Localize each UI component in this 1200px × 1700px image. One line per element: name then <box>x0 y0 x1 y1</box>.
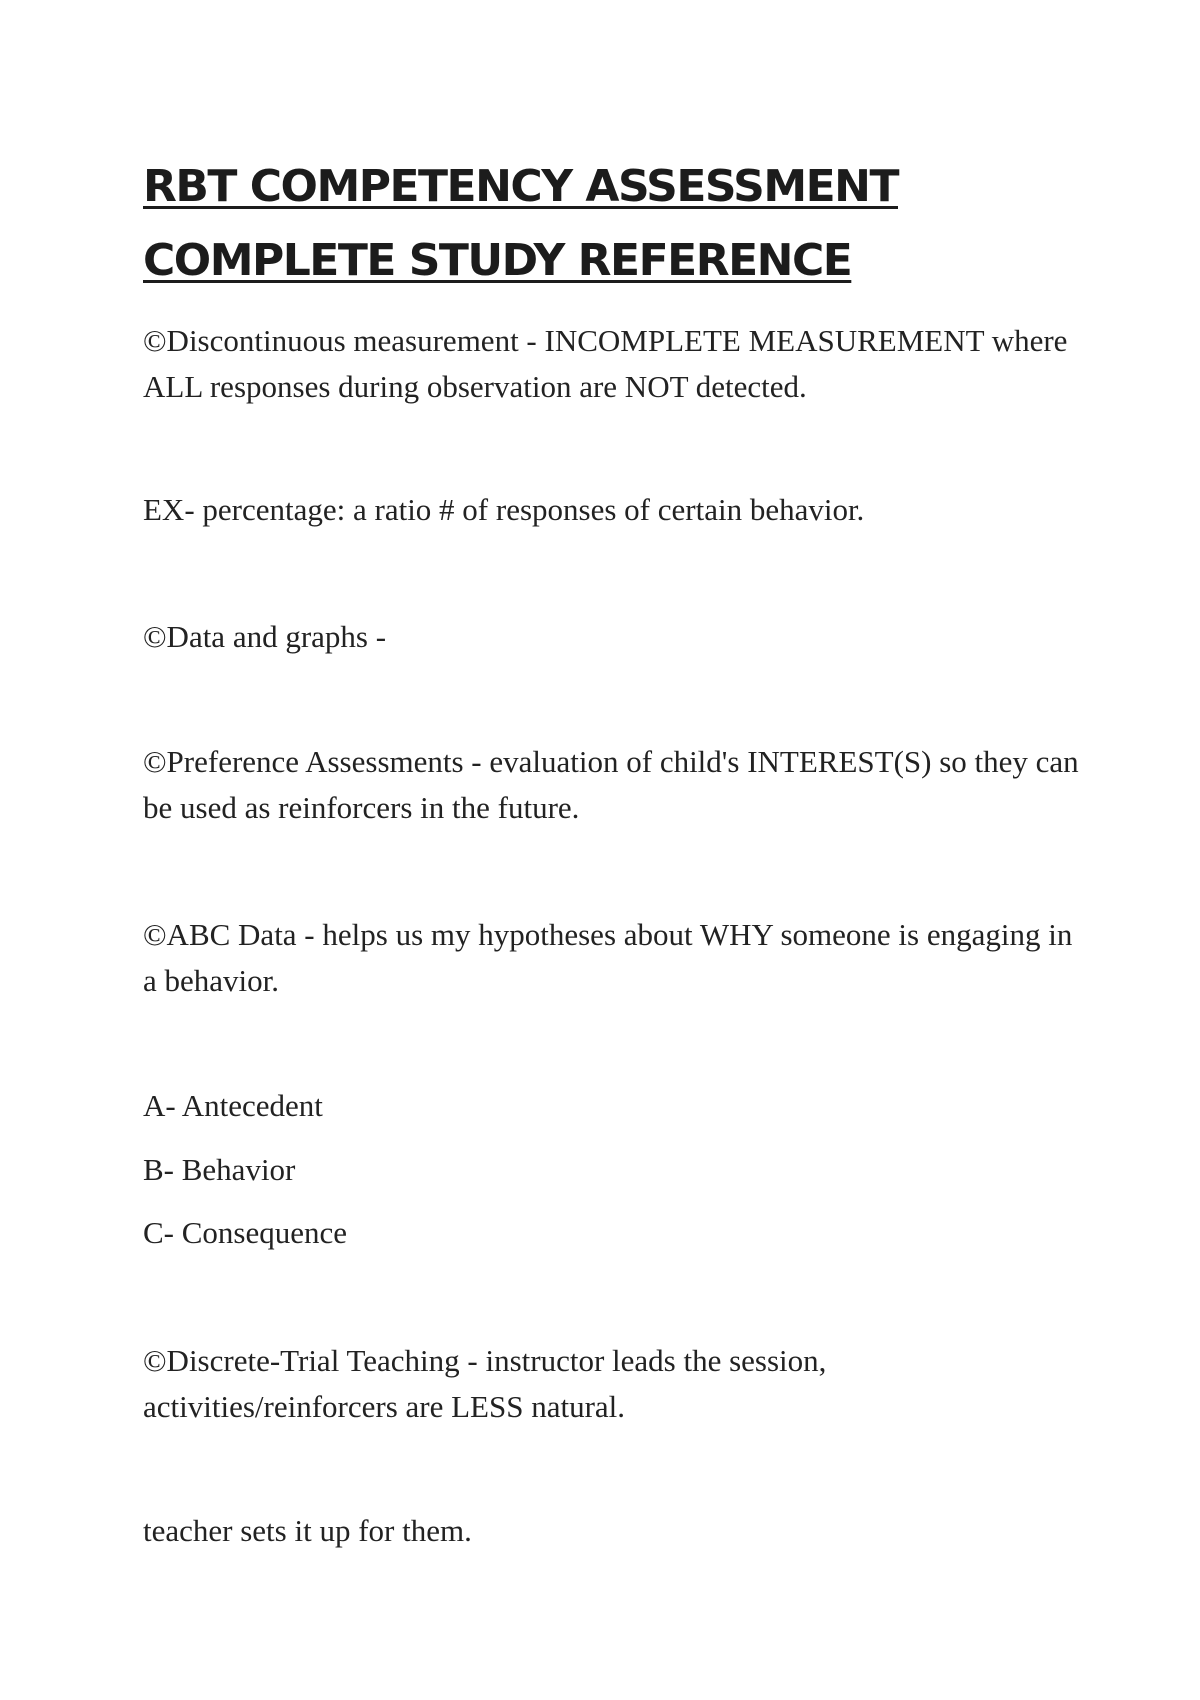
paragraph-preference-assessments: ©Preference Assessments - evaluation of child's INTEREST(S) so they can be used as reinforcers in the future. <box>143 744 1079 825</box>
paragraph-discrete-trial-teaching: ©Discrete-Trial Teaching - instructor leads the session, activities/reinforcers are LESS natural. <box>143 1343 827 1424</box>
paragraph-percentage-example: EX- percentage: a ratio # of responses of certain behavior. <box>143 492 865 527</box>
list-item-antecedent: A- Antecedent <box>143 1088 323 1123</box>
paragraph-abc-data: ©ABC Data - helps us my hypotheses about WHY someone is engaging in a behavior. <box>143 917 1073 998</box>
paragraph-data-and-graphs: ©Data and graphs - <box>143 619 387 654</box>
document-title: RBT COMPETENCY ASSESSMENT COMPLETE STUDY REFERENCE <box>143 161 898 286</box>
list-item-behavior: B- Behavior <box>143 1152 296 1187</box>
paragraph-teacher-setup: teacher sets it up for them. <box>143 1513 472 1548</box>
paragraph-discontinuous-measurement: ©Discontinuous measurement - INCOMPLETE MEASUREMENT where ALL responses during observation are NOT detected. <box>143 323 1068 404</box>
list-item-consequence: C- Consequence <box>143 1215 348 1250</box>
